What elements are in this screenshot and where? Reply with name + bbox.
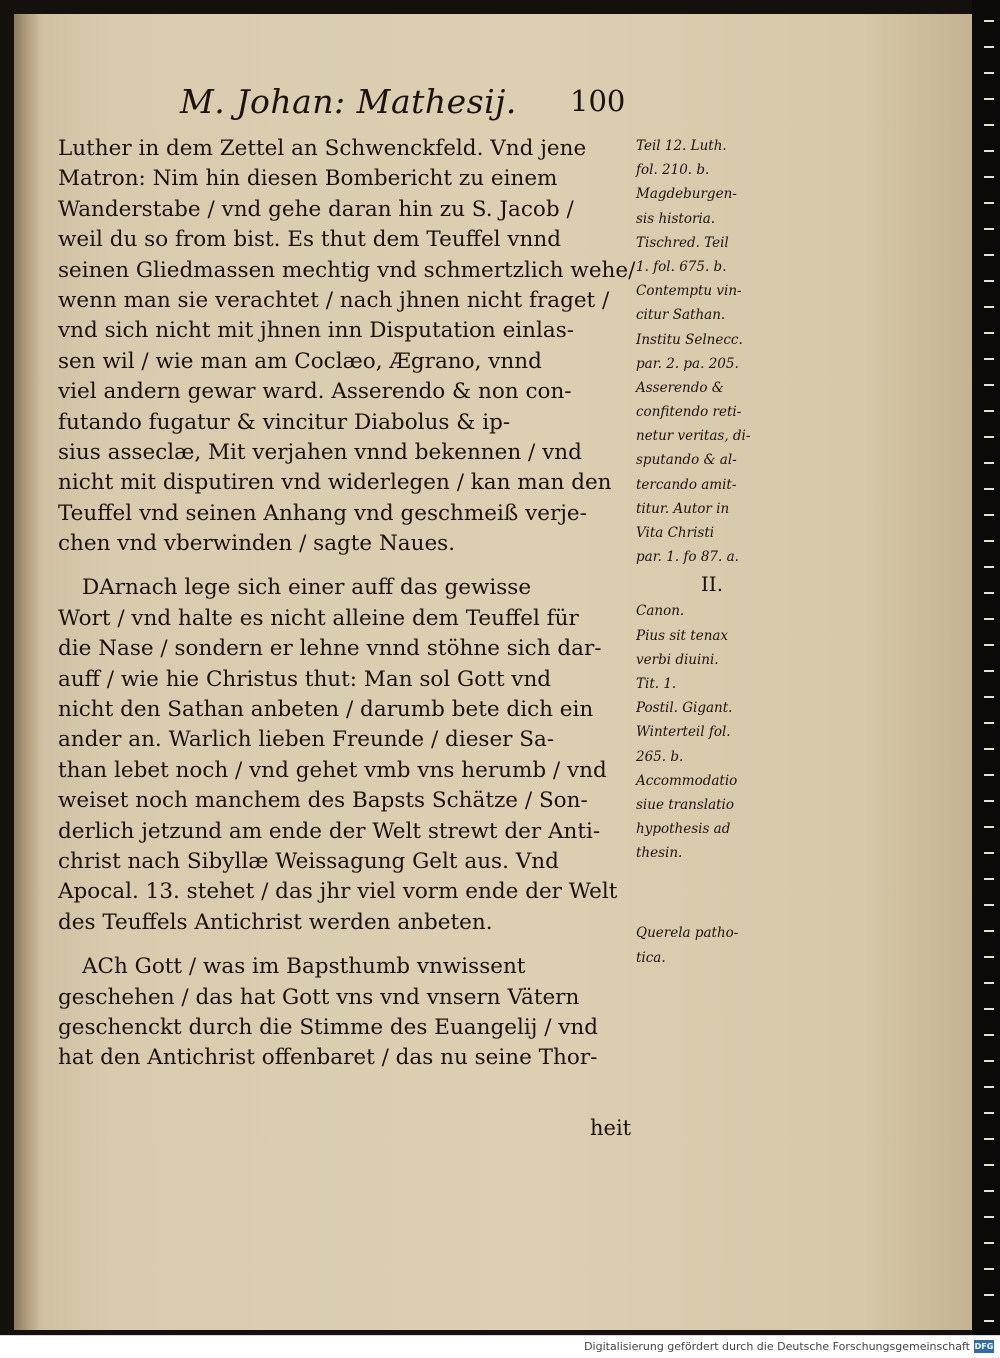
margin-note: Tischred. Teil [636,234,729,251]
text-line: than lebet noch / vnd gehet vmb vns herumb / vnd [58,757,607,783]
margin-note: Winterteil fol. [636,724,731,741]
page-number: 100 [570,84,626,118]
margin-note: netur veritas, di- [636,428,751,445]
ruler-tick [984,124,994,126]
ruler-tick [984,176,994,178]
ruler-tick [984,670,994,672]
margin-note: Contemptu vin- [636,283,742,300]
page-gutter [14,14,40,1330]
text-line: Wanderstabe / vnd gehe daran hin zu S. Jacob / [58,196,574,222]
ruler-tick [984,20,994,22]
ruler-tick [984,384,994,386]
ruler-tick [984,540,994,542]
ruler-tick [984,1008,994,1010]
text-line: futando fugatur & vincitur Diabolus & ip- [58,409,511,435]
ruler-tick [984,748,994,750]
dfg-logo-icon: DFG [974,1342,994,1351]
main-text-block [58,134,636,1074]
margin-note: Asserendo & [636,379,724,396]
ruler-tick [984,1216,994,1218]
text-line: seinen Gliedmassen mechtig vnd schmertzlich wehe/ [58,257,636,283]
text-line: vnd sich nicht mit jhnen inn Disputation einlas- [58,318,575,344]
ruler-tick [984,1164,994,1166]
ruler-tick [984,280,994,282]
margin-note: sputando & al- [636,452,737,469]
margin-note: Pius sit tenax [636,627,729,644]
funding-credit: Digitalisierung gefördert durch die Deutsche Forschungsgemeinschaft [584,1340,970,1353]
text-line: sius asseclæ, Mit verjahen vnnd bekennen / vnd [58,439,582,465]
margin-note: Teil 12. Luth. [636,138,727,154]
ruler-tick [984,1268,994,1270]
ruler-tick [984,150,994,152]
text-line: Matron: Nim hin diesen Bombericht zu einem [58,166,558,192]
text-line: chen vnd vberwinden / sagte Naues. [58,531,456,557]
ruler-tick [984,904,994,906]
ruler-tick [984,1086,994,1088]
scan-ruler [972,0,1000,1335]
text-line: des Teuffels Antichrist werden anbeten. [58,909,493,935]
ruler-tick [984,1190,994,1192]
ruler-tick [984,982,994,984]
text-line: auff / wie hie Christus thut: Man sol Gott vnd [58,666,552,692]
ruler-tick [984,202,994,204]
text-line: Teuffel vnd seinen Anhang vnd geschmeiß verje- [58,500,587,526]
note-gap [636,865,788,921]
text-line: die Nase / sondern er lehne vnnd stöhne sich dar- [58,636,602,662]
ruler-tick [984,1242,994,1244]
text-line: derlich jetzund am ende der Welt strewt der Anti- [58,818,601,844]
margin-note: fol. 210. b. [636,162,710,179]
text-line: sen wil / wie man am Coclæo, Ægrano, vnnd [58,348,542,374]
ruler-tick [984,98,994,100]
ruler-tick [984,462,994,464]
text-line: wenn man sie verachtet / nach jhnen nicht fraget / [58,287,610,313]
text-line: nicht den Sathan anbeten / darumb bete dich ein [58,697,594,723]
ruler-tick [984,852,994,854]
ruler-tick [984,514,994,516]
margin-note: Institu Selnecc. [636,331,743,348]
paragraph-gap [58,938,633,952]
ruler-tick [984,774,994,776]
ruler-tick [984,878,994,880]
margin-note: tica. [636,949,666,966]
text-line: christ nach Sibyllæ Weissagung Gelt aus. Vnd [58,848,559,874]
margin-note: Vita Christi [636,525,715,541]
margin-notes [636,134,788,970]
margin-note: Canon. [636,603,685,620]
margin-note: 1. fol. 675. b. [636,258,727,275]
ruler-tick [984,1112,994,1114]
text-line: weil du so from bist. Es thut dem Teuffel vnnd [58,227,561,253]
ruler-tick [984,488,994,490]
text-line: ander an. Warlich lieben Freunde / dieser Sa- [58,727,555,753]
ruler-tick [984,1138,994,1140]
ruler-tick [984,72,994,74]
margin-note: confitendo reti- [636,404,742,421]
margin-note: par. 1. fo 87. a. [636,549,739,566]
margin-note: citur Sathan. [636,307,726,324]
margin-note: Tit. 1. [636,675,677,692]
ruler-tick [984,358,994,360]
catchword: heit [590,1116,632,1140]
ruler-tick [984,618,994,620]
ruler-tick [984,800,994,802]
ruler-tick [984,566,994,568]
ruler-tick [984,1320,994,1322]
text-line: viel andern gewar ward. Asserendo & non con- [58,379,572,405]
digitization-footer [0,1335,1000,1358]
margin-note: Magdeburgen- [636,186,737,203]
margin-note: par. 2. pa. 205. [636,355,739,372]
text-line: Wort / vnd halte es nicht alleine dem Teuffel für [58,605,579,631]
ruler-tick [984,722,994,724]
ruler-tick [984,1294,994,1296]
text-line: hat den Antichrist offenbaret / das nu seine Thor- [58,1045,598,1071]
margin-note: sis historia. [636,210,716,227]
text-line: Luther in dem Zettel an Schwenckfeld. Vnd jene [58,136,587,161]
ruler-tick [984,436,994,438]
ruler-tick [984,254,994,256]
text-line: geschehen / das hat Gott vns vnd vnsern Vätern [58,984,580,1010]
margin-note: Querela patho- [636,925,739,942]
ruler-tick [984,332,994,334]
ruler-tick [984,826,994,828]
margin-note: verbi diuini. [636,651,719,668]
text-line: ACh Gott / was im Bapsthumb vnwissent [82,954,526,980]
ruler-tick [984,644,994,646]
margin-note: 265. b. [636,748,684,765]
ruler-tick [984,696,994,698]
margin-note: hypothesis ad [636,821,731,838]
margin-note: titur. Autor in [636,500,730,517]
text-line: nicht mit disputiren vnd widerlegen / kan man den [58,470,612,496]
text-line: geschenckt durch die Stimme des Euangelij / vnd [58,1014,599,1040]
ruler-tick [984,46,994,48]
ruler-tick [984,1034,994,1036]
ruler-tick [984,930,994,932]
page-header [180,82,640,128]
margin-note: thesin. [636,845,683,862]
margin-note: Postil. Gigant. [636,700,733,717]
running-head: M. Johan: Mathesij. [180,82,517,121]
ruler-tick [984,410,994,412]
margin-note: tercando amit- [636,476,737,493]
ruler-tick [984,956,994,958]
ruler-tick [984,306,994,308]
ruler-tick [984,1060,994,1062]
margin-note: siue translatio [636,796,735,813]
section-numeral: II. [700,572,724,597]
text-line: weiset noch manchem des Bapsts Schätze / Son- [58,788,588,814]
text-line: DArnach lege sich einer auff das gewisse [82,575,532,601]
margin-note: Accommodatio [636,772,738,789]
text-line: Apocal. 13. stehet / das jhr viel vorm ende der Welt [58,879,618,905]
ruler-tick [984,592,994,594]
ruler-tick [984,228,994,230]
paragraph-gap [58,559,633,573]
